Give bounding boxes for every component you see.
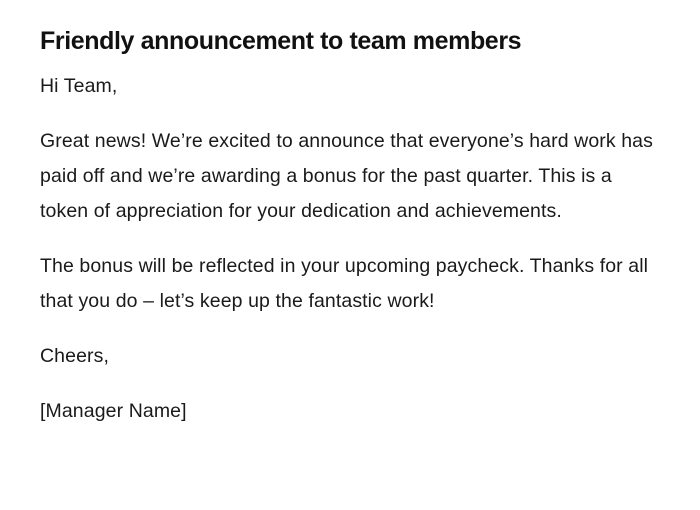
announcement-paragraph: Great news! We’re excited to announce that everyone’s hard work has paid off and we’re awarding a bonus for the past quarter. This is a token of appreciation for your dedication and achievements.: [40, 130, 653, 222]
paycheck-paragraph: The bonus will be reflected in your upcoming paycheck. Thanks for all that you do – let’s keep up the fantastic work!: [40, 255, 649, 312]
signature-placeholder: [Manager Name]: [40, 400, 187, 422]
closing-text: Cheers,: [40, 345, 109, 367]
document-title: Friendly announcement to team members: [40, 27, 522, 55]
announcement-document: [40, 24, 660, 429]
greeting-text: Hi Team,: [40, 75, 118, 97]
